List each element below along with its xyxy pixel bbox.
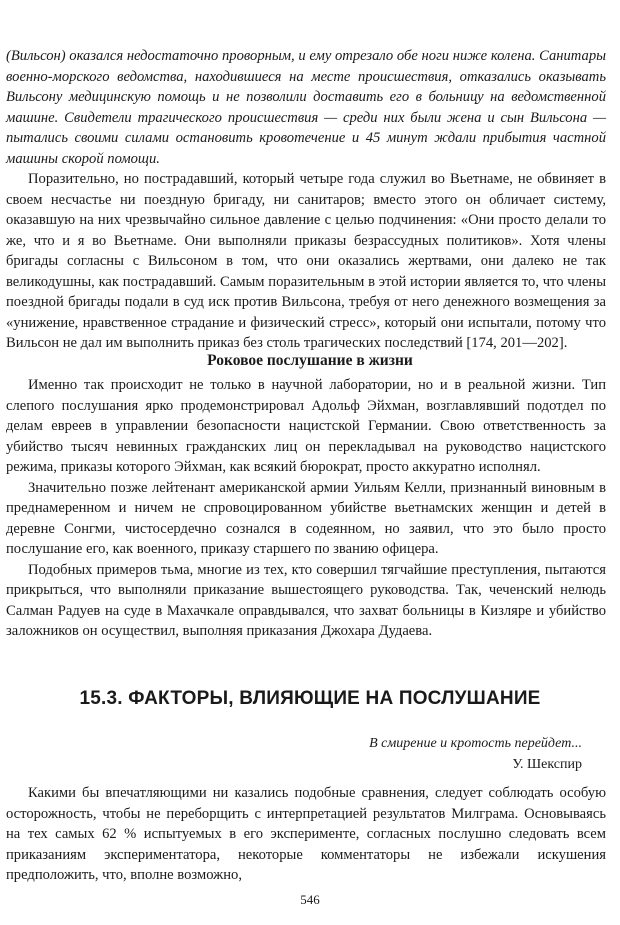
intro-italic-paragraph: (Вильсон) оказался недостаточно проворным, и ему отрезало обе ноги ниже колена. Санитары военно-морского ведомства, находившиеся на месте происшествия, отказались оказывать Вильсону медицинскую помощь и не позволили доставить его в больницу на ведомственной машине. Свидетели трагического происшествия — среди них были жена и сын Вильсона — пытались своими силами остановить кровотечение и 45 минут ждали прибытия частной машины скорой помощи. <box>6 48 606 167</box>
section-heading: Роковое послушание в жизни <box>207 352 413 369</box>
body-paragraph-3: Значительно позже лейтенант американской армии Уильям Келли, признанный виновным в преднамеренном и ничем не спровоцированном убийстве вьетнамских женщин и детей в деревне Сонгми, чистосердечно сознался в содеянном, но заявил, что это было просто послушание его, как военного, приказу старшего по званию офицера. <box>6 479 606 557</box>
body-paragraph-1: Поразительно, но пострадавший, который четыре года служил во Вьетнаме, не обвиняет в своем несчастье ни поездную бригаду, ни санитаров; вместо этого он обличает систему, оказавшую на них чрезвычайно сильное давление с целью подчинения: «Они просто делали то же, что и я во Вьетнаме. Они выполняли приказы безрассудных политиков». Хотя члены бригады согласны с Вильсоном в том, что они оказались жертвами, они далеко не так великодушны, как пострадавший. Самым поразительным в этой истории является то, что члены поездной бригады подали в суд иск против Вильсона, требуя от него денежного возмещения за «унижение, нравственное страдание и физический стресс», который они испытали, потому что Вильсон не дал им выполнить приказ без столь трагических последствий [174, 201—202]. <box>6 171 606 351</box>
closing-text-block <box>6 783 606 886</box>
epigraph-author: У. Шекспир <box>512 757 582 772</box>
intro-text-block <box>6 46 606 354</box>
epigraph <box>369 733 582 775</box>
body-paragraph-4: Подобных примеров тьма, многие из тех, кто совершил тягчайшие преступления, пытаются прикрыться, что выполняли приказание вышестоящего руководства. Так, чеченский нелюдь Салман Радуев на суде в Махачкале оправдывался, что захват больницы в Кизляре и убийство заложников он осуществил, выполняя приказания Джохара Дудаева. <box>6 561 606 639</box>
page-number: 546 <box>300 892 320 907</box>
epigraph-quote: В смирение и кротость перейдет... <box>369 736 582 751</box>
body-paragraph-2: Именно так происходит не только в научной лаборатории, но и в реальной жизни. Тип слепого послушания ярко продемонстрировал Адольф Эйхман, возглавлявший подотдел по делам евреев в управлении безопасности нацистской Германии. Свою ответственность за убийство тысяч невинных гражданских лиц он перекладывал на руководство нацистского режима, приказы которого Эйхман, как всякий бюрократ, просто аккуратно исполнял. <box>6 377 606 475</box>
main-text-block <box>6 375 606 642</box>
chapter-heading: 15.3. ФАКТОРЫ, ВЛИЯЮЩИЕ НА ПОСЛУШАНИЕ <box>79 688 541 709</box>
body-paragraph-5: Какими бы впечатляющими ни казались подобные сравнения, следует соблюдать особую осторожность, чтобы не переборщить с интерпретацией результатов Милграма. Основываясь на тех самых 62 % испытуемых в его эксперименте, согласных послушно следовать всем приказаниям экспериментатора, некоторые комментаторы не избежали искушения предположить, что, вполне возможно, <box>6 785 606 883</box>
